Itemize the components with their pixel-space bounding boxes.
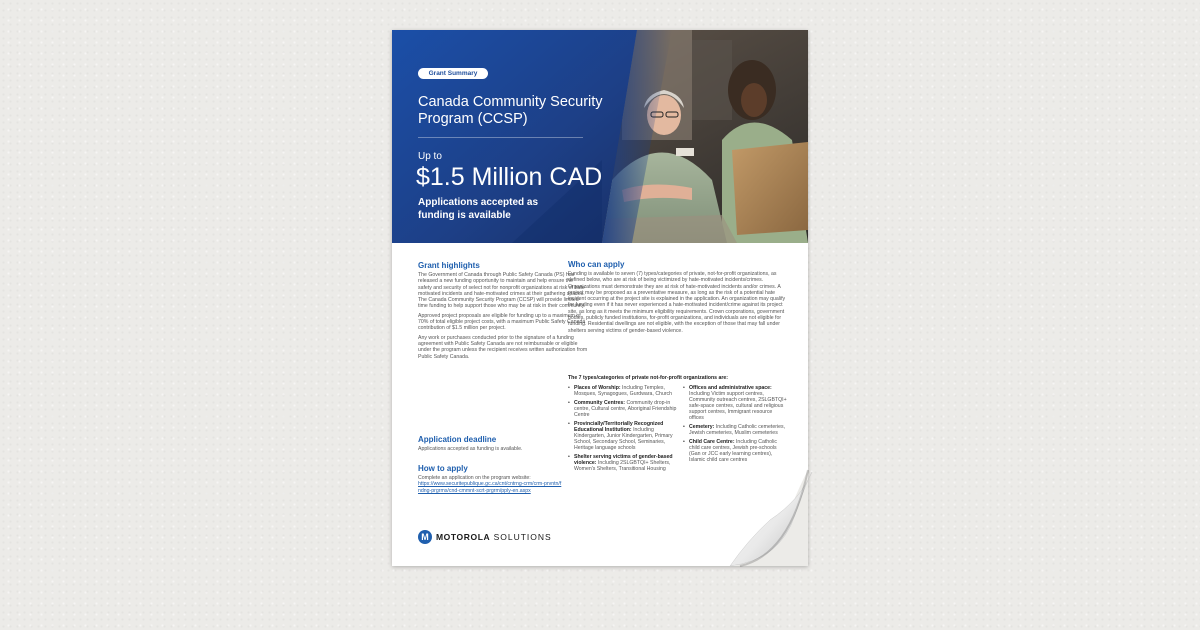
org-type-name: Cemetery: — [689, 424, 715, 431]
org-type-description: Including Victim support centres, Community outreach centres, 2SLGBTQI+ safe-space centres, cultural and religious support centres, Immigrant resource offices — [689, 391, 787, 422]
org-type-item — [568, 400, 678, 418]
title-line-1: Canada Community Security — [418, 94, 603, 110]
application-deadline-section — [418, 435, 588, 452]
deadline-text: Applications accepted as funding is available. — [418, 446, 523, 452]
org-type-description: Including Catholic cemeteries, Jewish cemeteries, Muslim cemeteries — [689, 424, 786, 437]
title-line-2: Program (CCSP) — [418, 111, 528, 127]
title-divider — [418, 137, 583, 138]
org-type-name: Offices and administrative space: — [689, 385, 772, 391]
accept-line-2: funding is available — [418, 209, 511, 221]
org-type-item — [568, 385, 678, 397]
org-type-description: Community drop-in centre, Cultural centre, Aboriginal Friendship Centre — [574, 399, 677, 418]
who-can-apply-heading: Who can apply — [568, 260, 625, 269]
grant-summary-badge: Grant Summary — [418, 68, 488, 79]
org-type-name: Shelter serving victims of gender-based violence: — [574, 453, 673, 466]
org-type-item — [683, 439, 788, 463]
highlights-paragraph-3: Any work or purchases conducted prior to the signature of a funding agreement with Public Safety Canada are not reimbursable or eligible under the program unless the recipient receives written authorization from Public Safety Canada. — [418, 334, 588, 360]
org-type-description: Including Temples, Mosques, Synagogues, Gurdwara, Church — [574, 385, 673, 398]
application-deadline-heading: Application deadline — [418, 435, 497, 444]
grant-summary-document — [392, 30, 808, 566]
logo-wordmark — [436, 532, 552, 542]
highlights-paragraph-2: Approved project proposals are eligible for funding up to a maximum of 70% of total eligible project costs, with a maximum Public Safety Canada contribution of $1.5 million per project. — [418, 312, 586, 332]
how-to-apply-section — [418, 464, 563, 494]
funding-amount: $1.5 Million CAD — [416, 163, 603, 191]
org-type-name: Community Centres: — [574, 399, 626, 406]
apply-link[interactable]: https://www.securitepublique.gc.ca/cnt/cntrng-crm/crm-prvntn/fndng-prgrms/cnd-cmmnt-scrt-prgrm/pply-en.aspx — [418, 481, 562, 494]
grant-highlights-section — [418, 261, 588, 360]
motorola-m-icon: M — [418, 530, 432, 544]
who-can-apply-text: Funding is available to seven (7) types/categories of private, not-for-profit organizations, as defined below, who are at risk of being victimized by hate-motivated incidents/crimes. Organizations must demonstrate they are at risk of hate-motivated incidents and/or crimes. A project may be proposed as a preventative measure, as long as the risk of a potential hate incident occurring at the project site is explained in the application. An organization may qualify for funding even if it has never experienced a hate-motivated incident/crime against its project site, as long as it meets the minimum eligibility requirements. Crown corporations, government bodies, publicly funded institutions, for-profit organizations, and individuals are not eligible for funding. Residential dwellings are not eligible, with the exception of those that may fall under shelters serving victims of gender-based violence. — [568, 271, 786, 334]
applications-status — [418, 197, 588, 222]
org-type-item — [568, 421, 678, 451]
highlights-paragraph-1: The Government of Canada through Public Safety Canada (PS) has released a new funding opportunity to maintain and help ensure the safety and security of select not for nonprofit organizations at risk of hate-motivated incidents and hate-motivated crimes at their gathering spaces. The Canada Community Security Program (CCSP) will provide limited-time funding to help support those who may be at risk in their community. — [418, 272, 587, 310]
up-to-label: Up to — [418, 151, 442, 162]
hero-banner — [392, 30, 808, 243]
logo-suffix: SOLUTIONS — [490, 532, 552, 542]
who-can-apply-section — [568, 260, 786, 334]
org-type-name: Places of Worship: — [574, 385, 621, 391]
types-heading — [568, 375, 786, 381]
program-title — [418, 94, 618, 128]
apply-text: Complete an application on the program website: — [418, 475, 531, 481]
logo-brand: MOTOROLA — [436, 532, 491, 542]
types-list-left — [568, 385, 678, 475]
org-type-name: Child Care Centre: — [689, 438, 735, 445]
org-type-description: Including Catholic child care centres, Jewish pre-schools (Gan or JCC early learning centres), Islamic child care centres — [689, 438, 777, 464]
types-list-right — [683, 385, 788, 466]
org-type-name: Provincially/Territorially Recognized Educational Institution: — [574, 420, 664, 433]
types-heading-text: The 7 types/categories of private not-for-profit organizations are: — [568, 375, 728, 381]
org-type-item — [683, 385, 788, 422]
grant-highlights-heading: Grant highlights — [418, 261, 480, 270]
org-type-description: Including Kindergarten, Junior Kindergarten, Primary School, Secondary School, Seminaries, Heritage language schools — [574, 426, 673, 452]
org-type-item — [683, 424, 788, 436]
org-type-item — [568, 454, 678, 472]
how-to-apply-heading: How to apply — [418, 464, 468, 473]
org-type-description: Including 2SLGBTQI+ Shelters, Women's Shelters, Transitional Housing — [574, 459, 671, 472]
accept-line-1: Applications accepted as — [418, 197, 539, 208]
